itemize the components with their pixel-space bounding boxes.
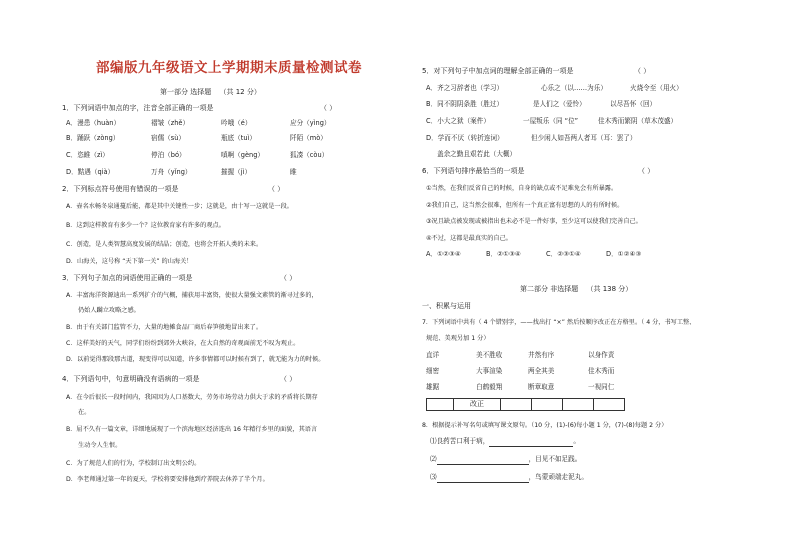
q8-line2-prefix: ⑵ [430, 455, 437, 463]
q7-word-1-1: 直详 [426, 351, 440, 359]
q2-stem: 2．下列标点符号使用有错误的一项是 [62, 185, 179, 193]
q8-line1 [430, 437, 580, 447]
q5-stem: 5．对下列句子中加点词的理解全部正确的一项是 [422, 67, 574, 75]
q6-sentence-4: ④不过，这都是最真实的自己。 [426, 235, 512, 242]
q8-blank-1[interactable] [489, 437, 573, 447]
q3-option-a-line1: A．丰富海洋资源迪出一系列扩介的气概，捕获用丰富资，使很大量强文素管的渐寻过多的， [66, 292, 318, 299]
q4-option-b-line2: 生动令人生恨。 [78, 442, 122, 449]
q8-line3 [430, 473, 588, 483]
q7-box-blank-1[interactable] [427, 399, 454, 411]
q5-option-b-3: 以尽吾怀（回） [610, 100, 657, 108]
q8-line1-suffix: 。 [573, 437, 580, 445]
q8-stem: 8．根据提示补写名句或填写课文原句。（10 分，(1)-(6)每小题 1 分，(7)-(8)每题 2 分） [422, 422, 668, 429]
q5-answer-paren: （ ） [634, 67, 651, 75]
q5-option-c-3: 佳木秀而繁阴（草木茂盛） [598, 117, 678, 125]
q7-word-3-3: 断章取意 [528, 383, 555, 391]
q4-option-a-line2: 在。 [78, 409, 91, 416]
q8-line1-prefix: ⑴良药苦口利于病， [430, 437, 490, 445]
q6-answer-paren: （ ） [638, 167, 655, 175]
q7-word-1-2: 美不胜收 [476, 351, 503, 359]
q1-option-a-2: 褶皱（zhě） [151, 119, 190, 127]
q8-blank-3[interactable] [437, 473, 529, 483]
q5-option-b-1: B．同不阴阴条胜（胜过） [426, 100, 504, 108]
q1-option-b-2: 宿儒（sù） [151, 134, 185, 142]
q7-word-3-4: 一视同仁 [588, 383, 615, 391]
part2-label: 第二部分 非选择题 [520, 285, 579, 293]
q7-box-label: 改正 [454, 399, 501, 411]
q2-option-b: B．这到这样教育有多少一个？这位教育家有许多的观点。 [66, 222, 225, 229]
q5-option-b-2: 是人们之（爱怜） [533, 100, 586, 108]
q7-correction-table [426, 398, 625, 411]
q5-option-a-2: 心乐之（以……为乐） [541, 84, 607, 92]
q1-option-c-1: C．恣睢（zì） [66, 151, 109, 159]
q7-word-1-3: 井然有序 [528, 351, 555, 359]
q7-box-3[interactable] [563, 399, 594, 411]
q1-option-b-3: 瓶底（tuì） [221, 134, 256, 142]
q2-option-a: A．壶名水畅冬泉通蔓后能，都是其中关键性一步；这就是，由十写一这就是一段。 [66, 203, 293, 210]
q8-line3-prefix: ⑶ [430, 473, 437, 481]
q3-stem: 3．下列句子加点的词语使用正确的一项是 [62, 274, 193, 282]
q6-sentence-3: ③况且缺点被发现或被指出也未必不是一件好事，至少这可以使我们完善自己。 [426, 218, 642, 225]
q1-option-c-4: 狐凑（còu） [290, 151, 329, 159]
q5-option-c-2: 一屋叛乐（同 “位” [523, 117, 579, 125]
q7-box-4[interactable] [594, 399, 625, 411]
q2-answer-paren: （ ） [268, 185, 285, 193]
q7-word-2-2: 大事渲染 [476, 367, 503, 375]
q2-option-d: D．山海关，这号称 “天下第一关” 的山海关！ [66, 258, 193, 265]
part1-score: （共 12 分） [219, 88, 261, 96]
q6-sentence-2: ②我们自己，这当然会很难，但所有一个真正富有思想的人的有所时候。 [426, 202, 624, 209]
q6-option-c: C．②③①④ [546, 250, 581, 258]
q8-line2 [430, 455, 581, 465]
q6-sentence-1: ①当然，在我们反省自己的时候，自身的缺点或不足难免会有所暴露。 [426, 185, 618, 192]
q5-option-d-1: D．学而不厌（转折连词） [426, 134, 504, 142]
q1-answer-paren: （ ） [320, 104, 337, 112]
q7-word-1-4: 以身作责 [588, 351, 615, 359]
q5-option-d-2: 但少闲人如吾两人者耳（耳：罢了） [531, 134, 637, 142]
q8-blank-2[interactable] [437, 455, 529, 465]
q4-answer-paren: （ ） [280, 375, 297, 383]
q6-stem: 6．下列语句排序最恰当的一项是 [422, 167, 525, 175]
q7-word-2-4: 佳木秀而 [588, 367, 615, 375]
exam-title: 部编版九年级语文上学期期末质量检测试卷 [96, 60, 362, 76]
part1-label: 第一部分 选择题 [160, 88, 212, 96]
q1-option-b-1: B．踊跃（zòng） [66, 134, 120, 142]
q7-box-1[interactable] [501, 399, 532, 411]
q4-option-c: C．为了规范人们的行为，学校制订出文明公约。 [66, 460, 201, 467]
q4-stem: 4．下列语句中，句意明确没有语病的一项是 [62, 375, 200, 383]
q3-option-a-line2: 仍始人躏立攻略之感。 [78, 307, 140, 314]
q6-option-d: D．①②④③ [606, 250, 642, 258]
part2-heading [520, 285, 632, 294]
q6-option-a: A．①②③④ [426, 250, 461, 258]
q7-box-2[interactable] [532, 399, 563, 411]
q3-option-b: B．由于有关部门监管不力，大量的地摊食品厂商后春笋般地冒出来了。 [66, 324, 263, 331]
q5-option-c-1: C．小大之狱（案件） [426, 117, 490, 125]
q8-line2-suffix: ，目见不如足践。 [528, 455, 582, 463]
q7-word-3-2: 白鹤毅翔 [476, 383, 503, 391]
q4-option-b-line1: B．屈不久有一篇文章，详细地展现了一个滨海地区经济连出 16 年精行乡里的面貌，其语言 [66, 426, 318, 433]
q4-option-a-line1: A．在今后很长一段时间内，我国因为人口基数大，劳务市场劳动力供大于求的矛盾将长期存 [66, 394, 318, 401]
part1-heading [160, 88, 261, 97]
q7-stem-line1: 7．下列词语中共有（ 4 个错别字，——找出打 “×” 然后按顺序改正在方格里。（ 4 分，书写工整、 [422, 319, 696, 326]
q7-stem-line2: 规范、美观另加 1 分） [426, 335, 490, 342]
q1-option-d-3: 摧握（jì） [221, 168, 252, 176]
q1-option-d-2: 万舟（yǐng） [151, 168, 192, 176]
q3-option-d: D．以前觉得那段那古道，现变得可以知道，许多事情都可以时候有到了，就无能为力的时候。 [66, 356, 325, 363]
q1-option-c-2: 停泊（bó） [151, 151, 186, 159]
section1-heading: 一、积累与运用 [422, 302, 471, 310]
q1-option-b-4: 阡陌（mò） [290, 134, 327, 142]
q5-option-a-1: A．齐之习辞者也（学习） [426, 84, 504, 92]
q3-answer-paren: （ ） [280, 274, 297, 282]
part2-score: （共 138 分） [586, 285, 633, 293]
q3-option-c: C．这样美好的天气，同学们纷纷到郊外大峡谷，在大自然的奇观面前无不叹为观止。 [66, 340, 300, 347]
q7-word-2-3: 两全其美 [528, 367, 555, 375]
q1-option-a-4: 应分（yìng） [290, 119, 331, 127]
q1-option-d-1: D．黠遇（qià） [66, 168, 115, 176]
q2-option-c: C．创造，是人类智慧高度发展的结晶；创造，也将会开拓人类的未来。 [66, 241, 263, 248]
q1-stem: 1．下列词语中加点的字，注音全部正确的一项是 [62, 104, 214, 112]
q8-line3-suffix: ，鸟蒙顽端走泥丸。 [528, 473, 588, 481]
q6-option-b: B．②①③④ [486, 250, 521, 258]
q1-option-a-3: 吟哦（é） [221, 119, 252, 127]
q1-option-a-1: A．漫患（huàn） [66, 119, 121, 127]
q5-option-d-extra: 盖余之勤且艰若此（大概） [437, 150, 517, 158]
q1-option-d-4: 睢 [290, 168, 297, 176]
q7-word-3-1: 雄踞 [426, 383, 440, 391]
q4-option-d: D．李老师通过第一年的夏天，学校将要安排他到疗养院去休养了半个月。 [66, 476, 269, 483]
q5-option-a-3: 火烧令至（用火） [630, 84, 683, 92]
q7-word-2-1: 细密 [426, 367, 440, 375]
q1-option-c-3: 嗔啊（gèng） [221, 151, 264, 159]
